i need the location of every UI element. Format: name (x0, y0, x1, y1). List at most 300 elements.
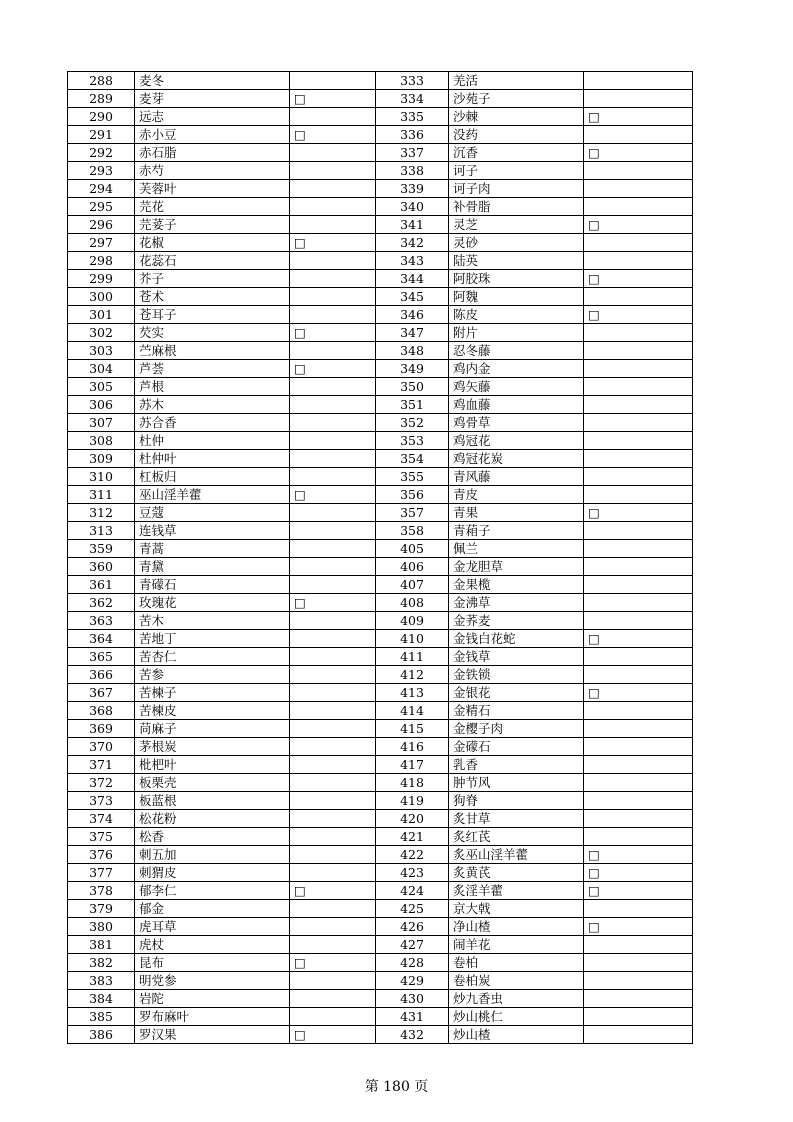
item-name: 明党参 (135, 972, 290, 990)
item-name: 净山楂 (449, 918, 584, 936)
item-name: 青果 (449, 504, 584, 522)
item-name: 苏木 (135, 396, 290, 414)
checkbox-mark: □ (584, 846, 693, 864)
item-number: 405 (376, 540, 449, 558)
table-row (68, 846, 693, 864)
checkbox-mark (290, 864, 376, 882)
checkbox-mark (584, 666, 693, 684)
item-number: 357 (376, 504, 449, 522)
item-number: 427 (376, 936, 449, 954)
item-name: 忍冬藤 (449, 342, 584, 360)
table-row (68, 198, 693, 216)
item-number: 294 (68, 180, 135, 198)
checkbox-mark (584, 378, 693, 396)
item-name: 郁李仁 (135, 882, 290, 900)
checkbox-mark (290, 828, 376, 846)
item-name: 炙甘草 (449, 810, 584, 828)
item-number: 360 (68, 558, 135, 576)
checkbox-mark: □ (290, 324, 376, 342)
checkbox-mark (290, 612, 376, 630)
item-name: 鸡内金 (449, 360, 584, 378)
checkbox-mark (584, 900, 693, 918)
item-number: 295 (68, 198, 135, 216)
item-name: 青蒿 (135, 540, 290, 558)
checkbox-mark (290, 432, 376, 450)
item-name: 苘麻子 (135, 720, 290, 738)
table-row (68, 900, 693, 918)
table-row (68, 630, 693, 648)
checkbox-mark (290, 504, 376, 522)
item-name: 芫荽子 (135, 216, 290, 234)
item-number: 422 (376, 846, 449, 864)
item-name: 灵砂 (449, 234, 584, 252)
checkbox-mark (290, 666, 376, 684)
checkbox-mark (290, 270, 376, 288)
checkbox-mark (584, 594, 693, 612)
checkbox-mark (584, 414, 693, 432)
item-number: 292 (68, 144, 135, 162)
checkbox-mark (290, 576, 376, 594)
item-name: 苎麻根 (135, 342, 290, 360)
table-row (68, 270, 693, 288)
table-row (68, 1008, 693, 1026)
item-name: 肿节风 (449, 774, 584, 792)
item-name: 花蕊石 (135, 252, 290, 270)
item-number: 379 (68, 900, 135, 918)
table-row (68, 1026, 693, 1044)
item-number: 421 (376, 828, 449, 846)
item-number: 344 (376, 270, 449, 288)
item-name: 乳香 (449, 756, 584, 774)
item-name: 松香 (135, 828, 290, 846)
item-name: 青黛 (135, 558, 290, 576)
item-name: 苍术 (135, 288, 290, 306)
checkbox-mark (290, 468, 376, 486)
table-row (68, 936, 693, 954)
table-row (68, 378, 693, 396)
item-number: 385 (68, 1008, 135, 1026)
checkbox-mark (290, 144, 376, 162)
table-row (68, 540, 693, 558)
checkbox-mark: □ (290, 90, 376, 108)
item-number: 430 (376, 990, 449, 1008)
item-name: 豆蔻 (135, 504, 290, 522)
item-name: 金荞麦 (449, 612, 584, 630)
item-name: 苦楝子 (135, 684, 290, 702)
table-row (68, 72, 693, 90)
checkbox-mark: □ (584, 630, 693, 648)
item-name: 巫山淫羊藿 (135, 486, 290, 504)
item-name: 玫瑰花 (135, 594, 290, 612)
checkbox-mark (290, 846, 376, 864)
item-name: 鸡冠花炭 (449, 450, 584, 468)
checkbox-mark (584, 576, 693, 594)
item-number: 367 (68, 684, 135, 702)
table-row (68, 882, 693, 900)
checkbox-mark (584, 558, 693, 576)
table-row (68, 468, 693, 486)
item-name: 青葙子 (449, 522, 584, 540)
item-number: 340 (376, 198, 449, 216)
checkbox-mark (584, 990, 693, 1008)
checkbox-mark (584, 702, 693, 720)
item-number: 349 (376, 360, 449, 378)
item-number: 409 (376, 612, 449, 630)
checkbox-mark (584, 90, 693, 108)
checkbox-mark (290, 252, 376, 270)
item-number: 378 (68, 882, 135, 900)
checkbox-mark: □ (290, 360, 376, 378)
checkbox-mark (290, 108, 376, 126)
item-name: 附片 (449, 324, 584, 342)
checkbox-mark (290, 306, 376, 324)
table-row (68, 720, 693, 738)
item-name: 赤小豆 (135, 126, 290, 144)
item-number: 337 (376, 144, 449, 162)
item-number: 368 (68, 702, 135, 720)
checkbox-mark (584, 72, 693, 90)
item-number: 351 (376, 396, 449, 414)
table-row (68, 324, 693, 342)
table-row (68, 918, 693, 936)
item-number: 290 (68, 108, 135, 126)
item-number: 335 (376, 108, 449, 126)
item-name: 芦荟 (135, 360, 290, 378)
checkbox-mark (584, 234, 693, 252)
item-number: 300 (68, 288, 135, 306)
item-name: 赤芍 (135, 162, 290, 180)
checkbox-mark (584, 162, 693, 180)
checkbox-mark: □ (290, 1026, 376, 1044)
item-name: 诃子肉 (449, 180, 584, 198)
table-row (68, 396, 693, 414)
item-name: 板蓝根 (135, 792, 290, 810)
checkbox-mark (584, 792, 693, 810)
checkbox-mark (584, 198, 693, 216)
item-number: 364 (68, 630, 135, 648)
checkbox-mark (290, 522, 376, 540)
item-name: 杠板归 (135, 468, 290, 486)
checkbox-mark (290, 702, 376, 720)
checkbox-mark (584, 522, 693, 540)
item-name: 芫花 (135, 198, 290, 216)
item-name: 岩陀 (135, 990, 290, 1008)
checkbox-mark: □ (290, 882, 376, 900)
item-number: 309 (68, 450, 135, 468)
checkbox-mark (584, 738, 693, 756)
item-number: 376 (68, 846, 135, 864)
item-name: 金铁锁 (449, 666, 584, 684)
item-number: 353 (376, 432, 449, 450)
item-name: 虎耳草 (135, 918, 290, 936)
item-number: 428 (376, 954, 449, 972)
checkbox-mark: □ (584, 144, 693, 162)
item-number: 423 (376, 864, 449, 882)
checkbox-mark: □ (290, 126, 376, 144)
checkbox-mark (290, 738, 376, 756)
checkbox-mark (290, 450, 376, 468)
item-name: 鸡矢藤 (449, 378, 584, 396)
item-number: 334 (376, 90, 449, 108)
table-row (68, 252, 693, 270)
item-name: 金龙胆草 (449, 558, 584, 576)
item-name: 板栗壳 (135, 774, 290, 792)
item-name: 苍耳子 (135, 306, 290, 324)
checkbox-mark (584, 720, 693, 738)
table-row (68, 216, 693, 234)
item-name: 鸡冠花 (449, 432, 584, 450)
checkbox-mark (290, 540, 376, 558)
item-number: 310 (68, 468, 135, 486)
item-number: 350 (376, 378, 449, 396)
checkbox-mark (290, 396, 376, 414)
item-number: 352 (376, 414, 449, 432)
item-number: 406 (376, 558, 449, 576)
table-row (68, 828, 693, 846)
item-name: 金樱子肉 (449, 720, 584, 738)
item-number: 418 (376, 774, 449, 792)
item-name: 金果榄 (449, 576, 584, 594)
checkbox-mark: □ (584, 504, 693, 522)
item-number: 342 (376, 234, 449, 252)
item-name: 苦地丁 (135, 630, 290, 648)
item-number: 297 (68, 234, 135, 252)
checkbox-mark (584, 486, 693, 504)
item-number: 373 (68, 792, 135, 810)
item-name: 补骨脂 (449, 198, 584, 216)
item-name: 苦木 (135, 612, 290, 630)
item-number: 419 (376, 792, 449, 810)
item-number: 363 (68, 612, 135, 630)
item-number: 417 (376, 756, 449, 774)
item-name: 赤石脂 (135, 144, 290, 162)
item-name: 远志 (135, 108, 290, 126)
item-number: 336 (376, 126, 449, 144)
item-number: 410 (376, 630, 449, 648)
item-number: 384 (68, 990, 135, 1008)
item-name: 青风藤 (449, 468, 584, 486)
item-number: 425 (376, 900, 449, 918)
table-row (68, 234, 693, 252)
item-number: 345 (376, 288, 449, 306)
item-name: 鸡血藤 (449, 396, 584, 414)
checkbox-mark (290, 900, 376, 918)
item-number: 424 (376, 882, 449, 900)
checkbox-mark (584, 324, 693, 342)
item-name: 金银花 (449, 684, 584, 702)
item-number: 370 (68, 738, 135, 756)
item-number: 348 (376, 342, 449, 360)
table-row (68, 576, 693, 594)
item-number: 415 (376, 720, 449, 738)
item-number: 307 (68, 414, 135, 432)
item-number: 371 (68, 756, 135, 774)
item-name: 陈皮 (449, 306, 584, 324)
table-row (68, 306, 693, 324)
table-row (68, 126, 693, 144)
item-number: 420 (376, 810, 449, 828)
table-row (68, 414, 693, 432)
checkbox-mark (290, 720, 376, 738)
checkbox-mark (290, 414, 376, 432)
item-name: 苦楝皮 (135, 702, 290, 720)
item-number: 343 (376, 252, 449, 270)
item-name: 沙棘 (449, 108, 584, 126)
item-number: 298 (68, 252, 135, 270)
item-name: 郁金 (135, 900, 290, 918)
item-number: 426 (376, 918, 449, 936)
table-row (68, 792, 693, 810)
table-row (68, 522, 693, 540)
item-name: 羌活 (449, 72, 584, 90)
table-row (68, 612, 693, 630)
checkbox-mark (290, 630, 376, 648)
table-row (68, 594, 693, 612)
checkbox-mark: □ (584, 864, 693, 882)
table-row (68, 558, 693, 576)
item-name: 枇杷叶 (135, 756, 290, 774)
checkbox-mark (584, 450, 693, 468)
item-number: 347 (376, 324, 449, 342)
item-number: 365 (68, 648, 135, 666)
item-name: 金钱草 (449, 648, 584, 666)
item-number: 296 (68, 216, 135, 234)
item-number: 301 (68, 306, 135, 324)
checkbox-mark (584, 972, 693, 990)
table-row (68, 972, 693, 990)
table-row (68, 954, 693, 972)
checkbox-mark (584, 936, 693, 954)
checkbox-mark: □ (290, 954, 376, 972)
checkbox-mark (290, 342, 376, 360)
item-name: 茅根炭 (135, 738, 290, 756)
item-number: 288 (68, 72, 135, 90)
checkbox-mark: □ (584, 216, 693, 234)
item-name: 松花粉 (135, 810, 290, 828)
item-name: 花椒 (135, 234, 290, 252)
item-name: 芡实 (135, 324, 290, 342)
item-number: 359 (68, 540, 135, 558)
checkbox-mark (290, 162, 376, 180)
item-name: 虎杖 (135, 936, 290, 954)
item-name: 鸡骨草 (449, 414, 584, 432)
item-number: 311 (68, 486, 135, 504)
item-number: 346 (376, 306, 449, 324)
item-number: 308 (68, 432, 135, 450)
checkbox-mark (290, 936, 376, 954)
item-number: 312 (68, 504, 135, 522)
item-name: 诃子 (449, 162, 584, 180)
item-name: 青礞石 (135, 576, 290, 594)
herb-table (67, 71, 693, 1044)
item-number: 303 (68, 342, 135, 360)
checkbox-mark (290, 1008, 376, 1026)
item-number: 381 (68, 936, 135, 954)
item-name: 炒九香虫 (449, 990, 584, 1008)
item-number: 333 (376, 72, 449, 90)
table-row (68, 864, 693, 882)
checkbox-mark (584, 432, 693, 450)
item-name: 卷柏 (449, 954, 584, 972)
item-name: 芦根 (135, 378, 290, 396)
checkbox-mark (290, 378, 376, 396)
table-row (68, 990, 693, 1008)
item-name: 灵芝 (449, 216, 584, 234)
item-name: 金精石 (449, 702, 584, 720)
checkbox-mark (584, 252, 693, 270)
table-row (68, 648, 693, 666)
table-row (68, 432, 693, 450)
checkbox-mark: □ (290, 594, 376, 612)
item-number: 302 (68, 324, 135, 342)
item-name: 麦芽 (135, 90, 290, 108)
table-row (68, 90, 693, 108)
item-number: 380 (68, 918, 135, 936)
item-number: 366 (68, 666, 135, 684)
item-name: 狗脊 (449, 792, 584, 810)
item-number: 432 (376, 1026, 449, 1044)
item-number: 414 (376, 702, 449, 720)
checkbox-mark: □ (584, 306, 693, 324)
checkbox-mark (290, 558, 376, 576)
checkbox-mark: □ (584, 684, 693, 702)
table-row (68, 450, 693, 468)
checkbox-mark: □ (584, 882, 693, 900)
table-row (68, 162, 693, 180)
table-row (68, 774, 693, 792)
table-row (68, 108, 693, 126)
item-name: 苏合香 (135, 414, 290, 432)
table-row (68, 738, 693, 756)
checkbox-mark (584, 342, 693, 360)
checkbox-mark (584, 540, 693, 558)
checkbox-mark (290, 810, 376, 828)
checkbox-mark (290, 198, 376, 216)
checkbox-mark: □ (584, 108, 693, 126)
item-name: 陆英 (449, 252, 584, 270)
item-number: 383 (68, 972, 135, 990)
item-number: 361 (68, 576, 135, 594)
item-number: 339 (376, 180, 449, 198)
table-body (68, 72, 693, 1044)
checkbox-mark (584, 1026, 693, 1044)
item-number: 431 (376, 1008, 449, 1026)
item-number: 291 (68, 126, 135, 144)
checkbox-mark (290, 972, 376, 990)
item-name: 罗布麻叶 (135, 1008, 290, 1026)
item-name: 苦参 (135, 666, 290, 684)
checkbox-mark (584, 180, 693, 198)
checkbox-mark (290, 72, 376, 90)
item-number: 313 (68, 522, 135, 540)
table-row (68, 288, 693, 306)
item-number: 356 (376, 486, 449, 504)
item-name: 阿胶珠 (449, 270, 584, 288)
checkbox-mark (584, 1008, 693, 1026)
item-name: 炙巫山淫羊藿 (449, 846, 584, 864)
item-number: 293 (68, 162, 135, 180)
item-number: 289 (68, 90, 135, 108)
item-name: 杜仲叶 (135, 450, 290, 468)
table-row (68, 684, 693, 702)
checkbox-mark (290, 288, 376, 306)
table-row (68, 342, 693, 360)
checkbox-mark (290, 774, 376, 792)
item-number: 377 (68, 864, 135, 882)
item-number: 372 (68, 774, 135, 792)
item-number: 429 (376, 972, 449, 990)
checkbox-mark: □ (290, 234, 376, 252)
